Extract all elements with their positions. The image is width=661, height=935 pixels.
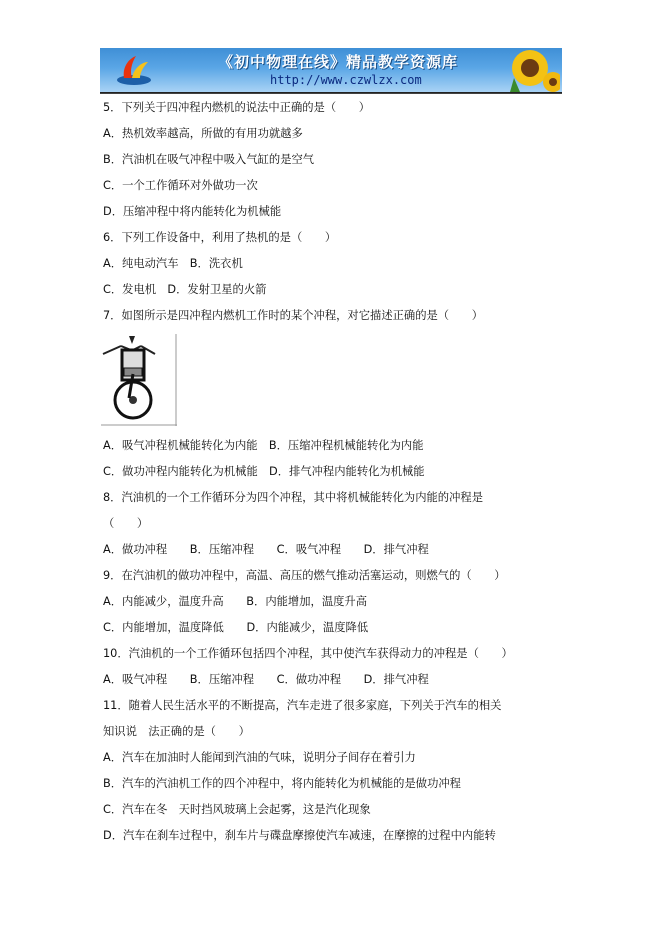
q7-stem: 7．如图所示是四冲程内燃机工作时的某个冲程，对它描述正确的是（ ）: [103, 309, 483, 322]
site-logo: [114, 52, 154, 88]
q11-option-c: C．汽车在冬 天时挡风玻璃上会起雾，这是汽化现象: [103, 803, 371, 816]
q10-options: A．吸气冲程 B．压缩冲程 C．做功冲程 D．排气冲程: [103, 673, 429, 686]
q11-stem-cont: 知识说 法正确的是（ ）: [103, 725, 250, 738]
q7-options-cd: C．做功冲程内能转化为机械能 D．排气冲程内能转化为机械能: [103, 465, 425, 478]
q10-stem: 10．汽油机的一个工作循环包括四个冲程，其中使汽车获得动力的冲程是（ ）: [103, 647, 513, 660]
q5-option-b: B．汽油机在吸气冲程中吸入气缸的是空气: [103, 153, 315, 166]
q8-stem-cont: （ ）: [103, 517, 149, 530]
q5-option-d: D．压缩冲程中将内能转化为机械能: [103, 205, 282, 218]
q9-stem: 9．在汽油机的做功冲程中，高温、高压的燃气推动活塞运动，则燃气的（ ）: [103, 569, 506, 582]
header-rule: [100, 93, 562, 94]
q7-options-ab: A．吸气冲程机械能转化为内能 B．压缩冲程机械能转化为内能: [103, 439, 424, 452]
banner-url: http://www.czwlzx.com: [270, 73, 422, 87]
q11-option-d: D．汽车在刹车过程中，刹车片与碟盘摩擦使汽车减速，在摩擦的过程中内能转: [103, 829, 496, 842]
q9-options-ab: A．内能减少，温度升高 B．内能增加，温度升高: [103, 595, 368, 608]
q8-stem: 8．汽油机的一个工作循环分为四个冲程，其中将机械能转化为内能的冲程是: [103, 491, 483, 504]
header-banner: [100, 48, 562, 93]
q9-options-cd: C．内能增加，温度降低 D．内能减少，温度降低: [103, 621, 369, 634]
q6-options-ab: A．纯电动汽车 B．洗衣机: [103, 257, 243, 270]
q5-stem: 5．下列关于四冲程内燃机的说法中正确的是（ ）: [103, 101, 371, 114]
q11-stem: 11．随着人民生活水平的不断提高，汽车走进了很多家庭，下列关于汽车的相关: [103, 699, 502, 712]
q6-stem: 6．下列工作设备中，利用了热机的是（ ）: [103, 231, 337, 244]
q5-option-c: C．一个工作循环对外做功一次: [103, 179, 258, 192]
q11-option-a: A．汽车在加油时人能闻到汽油的气味，说明分子间存在着引力: [103, 751, 416, 764]
q5-option-a: A．热机效率越高，所做的有用功就越多: [103, 127, 303, 140]
banner-title: 《初中物理在线》精品教学资源库: [218, 53, 459, 71]
engine-stroke-diagram: [101, 334, 177, 426]
q11-option-b: B．汽车的汽油机工作的四个冲程中，将内能转化为机械能的是做功冲程: [103, 777, 461, 790]
q8-options: A．做功冲程 B．压缩冲程 C．吸气冲程 D．排气冲程: [103, 543, 429, 556]
sunflower-image: [490, 48, 560, 92]
q6-options-cd: C．发电机 D．发射卫星的火箭: [103, 283, 267, 296]
